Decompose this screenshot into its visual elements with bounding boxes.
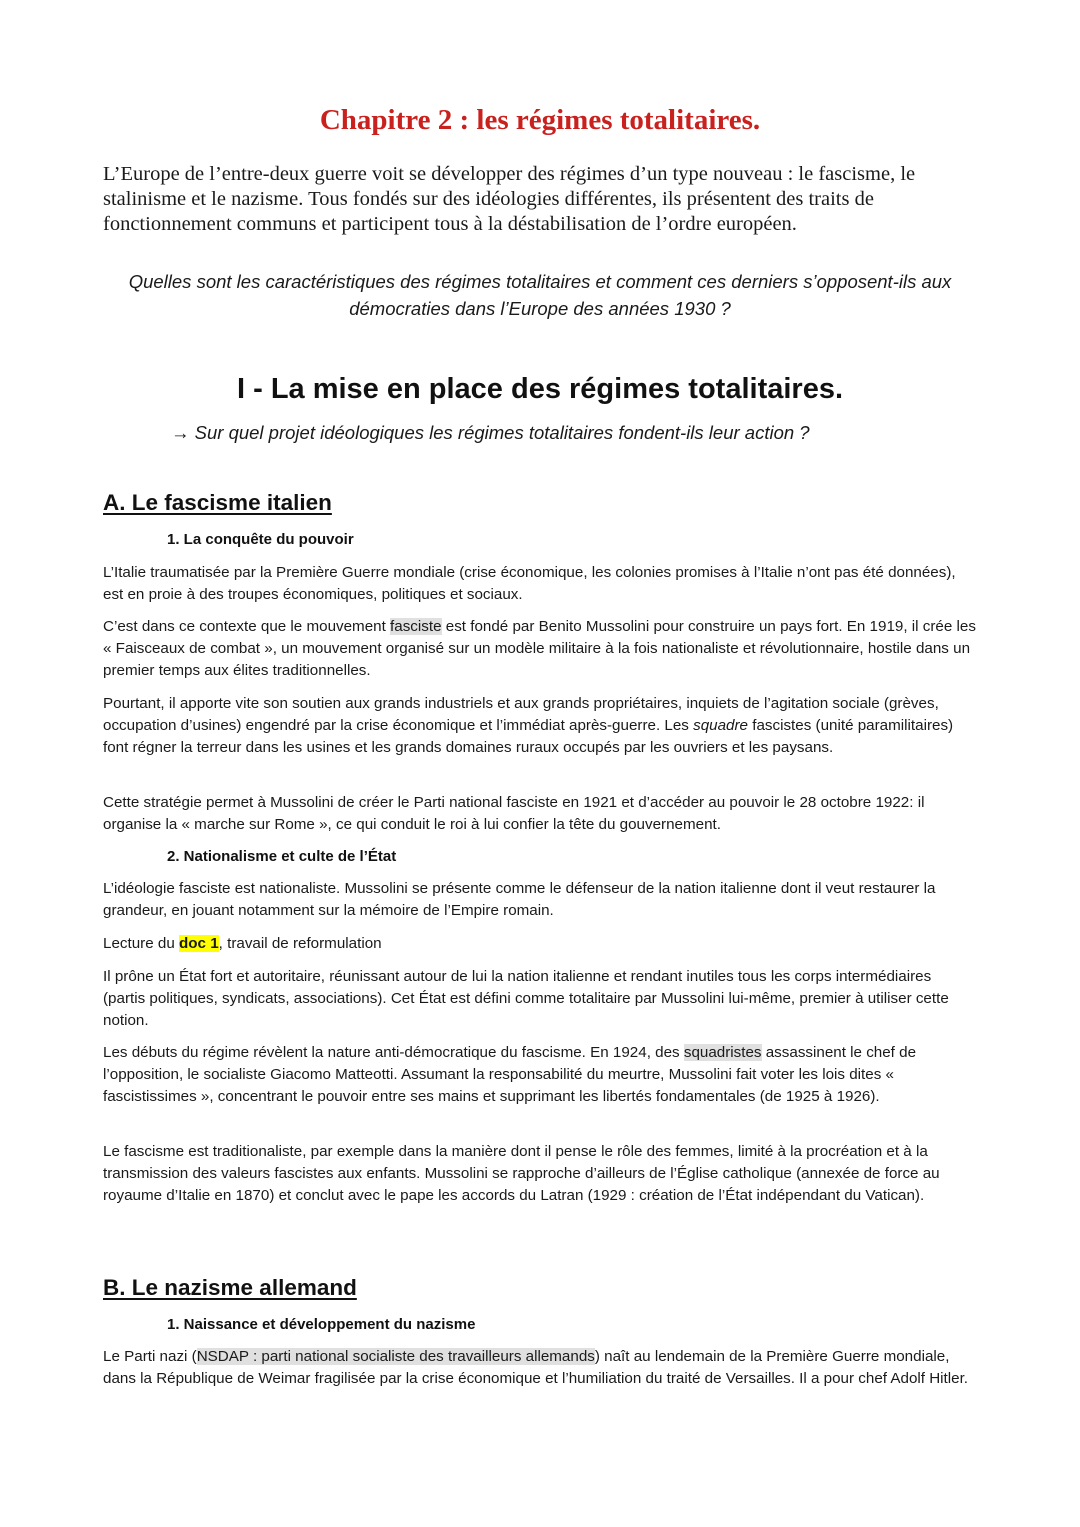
paragraph (103, 1042, 977, 1108)
text: assassinent le chef de l’opposition, le socialiste Giacomo Matteotti. Assumant la responsabilité du meurtre, Mussolini fait voter les lois dites « fascistissimes », concentrant le pouvoir entre ses mains et supprimant les libertés fondamentales (de 1925 à 1926). (103, 1044, 917, 1105)
highlighted-term: squadristes (683, 1044, 762, 1061)
paragraph: Le fascisme est traditionaliste, par exemple dans la manière dont il pense le rôle des femmes, limité à la procréation et à la transmission des valeurs fascistes aux enfants. Mussolini se rapproche d’ailleurs de l’Église catholique (annexée de force au royaume d’Italie en 1870) et conclut avec le pape les accords du Latran (1929 : création de l’État indépendant du Vatican). (103, 1143, 940, 1204)
highlighted-term: fasciste (390, 618, 442, 635)
part-1-title: I - La mise en place des régimes totalitaires. (236, 373, 844, 405)
paragraph: L’Italie traumatisée par la Première Guerre mondiale (crise économique, les colonies promises à l’Italie n’ont pas été données), est en proie à des troupes économiques, politiques et sociaux. (103, 564, 956, 603)
text: fascistes (unité paramilitaires) font régner la terreur dans les usines et les grands domaines ruraux occupés par les ouvriers et les paysans. (103, 717, 954, 756)
problematic-question (103, 268, 977, 322)
intro-paragraph: L’Europe de l’entre-deux guerre voit se développer des régimes d’un type nouveau : le fascisme, le stalinisme et le nazisme. Tous fondés sur des idéologies différentes, ils présentent des traits de fonctionnement communs et participent tous à la déstabilisation de l’ordre européen. (103, 163, 916, 235)
doc-reference: doc 1 (179, 935, 219, 952)
paragraph: L’idéologie fasciste est nationaliste. Mussolini se présente comme le défenseur de la nation italienne dont il veut restaurer la grandeur, en jouant notamment sur la mémoire de l’Empire romain. (103, 880, 936, 919)
section-b-subtitle-1: 1. Naissance et développement du nazisme (167, 1316, 476, 1333)
text: Les débuts du régime révèlent la nature anti-démocratique du fascisme. En 1924, des (103, 1044, 684, 1061)
text: , travail de reformulation (218, 935, 382, 952)
highlighted-term: NSDAP : parti national socialiste des travailleurs allemands (196, 1348, 595, 1365)
problematic-line-2: démocraties dans l’Europe des années 1930 ? (349, 298, 731, 319)
chapter-title: Chapitre 2 : les régimes totalitaires. (319, 104, 761, 136)
italic-term: squadre (693, 717, 748, 734)
text: Le Parti nazi ( (103, 1348, 197, 1365)
paragraph (103, 616, 977, 682)
text: est fondé par Benito Mussolini pour construire un pays fort. En 1919, il crée les « Faisceaux de combat », un mouvement organisé sur un modèle militaire à la fois nationaliste et révolutionnaire, hostile dans un premier temps aux élites traditionnelles. (103, 618, 976, 679)
text: Pourtant, il apporte vite son soutien aux grands industriels et aux grands propriétaires, inquiets de l’agitation sociale (grèves, occupation d’usines) engendré par la crise économique et l’immédiat après-guerre. Les (103, 695, 939, 734)
text: ) naît au lendemain de la Première Guerre mondiale, dans la République de Weimar fragilisée par la crise économique et l’humiliation du traité de Versailles. Il a pour chef Adolf Hitler. (103, 1348, 969, 1387)
problematic-line-1: Quelles sont les caractéristiques des régimes totalitaires et comment ces derniers s’opposent-ils aux (128, 271, 952, 292)
part-1-question: → Sur quel projet idéologiques les régimes totalitaires fondent-ils leur action ? (171, 422, 810, 443)
text: C’est dans ce contexte que le mouvement (103, 618, 391, 635)
section-b-title: B. Le nazisme allemand (103, 1275, 357, 1300)
section-a-title: A. Le fascisme italien (103, 490, 332, 515)
section-a-subtitle-1: 1. La conquête du pouvoir (167, 531, 354, 548)
paragraph: Il prône un État fort et autoritaire, réunissant autour de lui la nation italienne et rendant inutiles tous les corps intermédiaires (partis politiques, syndicats, associations). Cet État est défini comme totalitaire par Mussolini lui-même, premier à utiliser cette notion. (103, 968, 949, 1029)
paragraph (103, 933, 977, 955)
paragraph (103, 693, 977, 759)
text: Lecture du (103, 935, 179, 952)
section-a-subtitle-2: 2. Nationalisme et culte de l’État (167, 848, 397, 865)
paragraph (103, 1346, 977, 1390)
paragraph: Cette stratégie permet à Mussolini de créer le Parti national fasciste en 1921 et d’accéder au pouvoir le 28 octobre 1922: il organise la « marche sur Rome », ce qui conduit le roi à lui confier la tête du gouvernement. (103, 794, 925, 833)
